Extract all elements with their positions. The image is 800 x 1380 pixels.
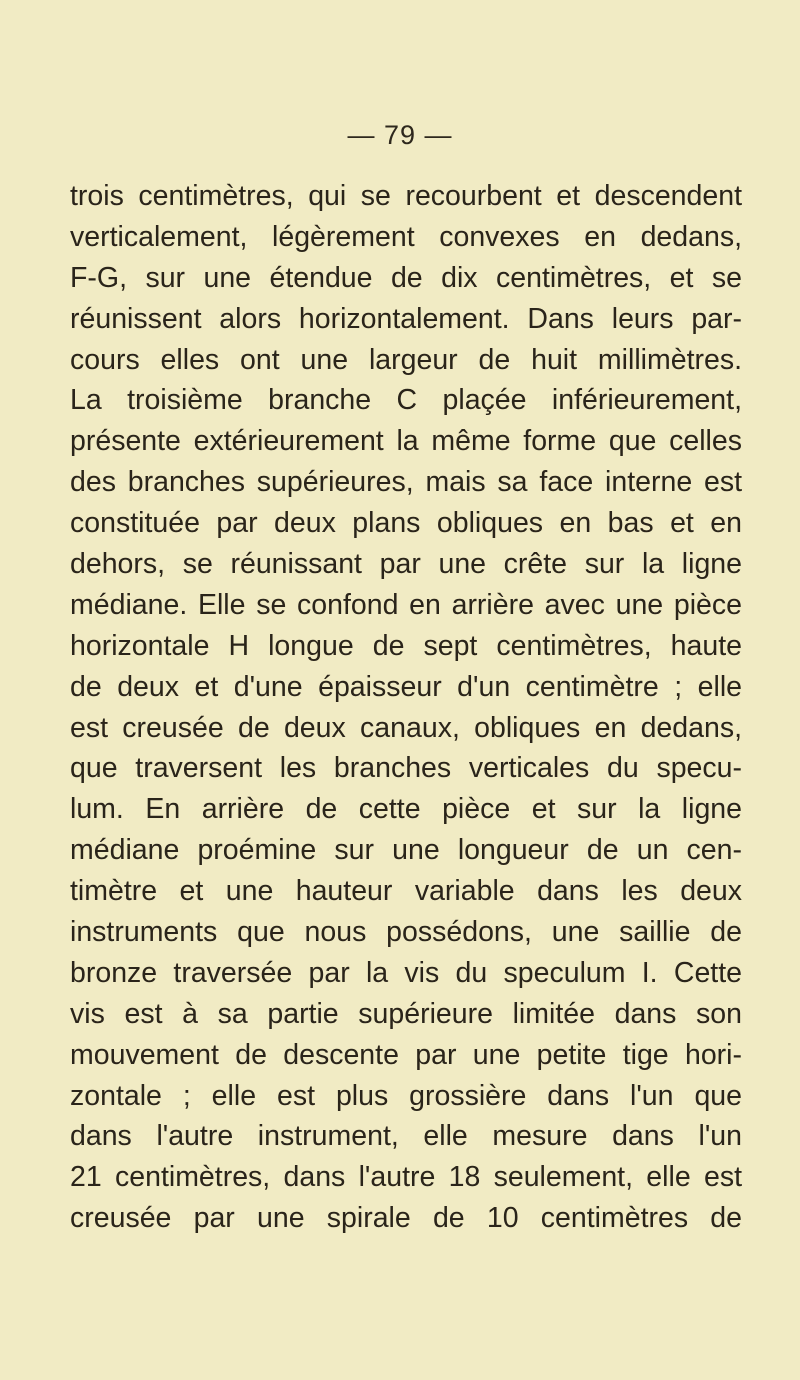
text-line: présente extérieurement la même forme que celles [70,425,742,458]
text-line: vis est à sa partie supérieure limitée dans son [70,997,742,1030]
text-line: 21 centimètres, dans l'autre 18 seulement, elle est [70,1161,742,1194]
page-number: — 79 — [347,120,453,150]
text-line: des branches supérieures, mais sa face interne est [70,466,742,499]
text-line: timètre et une hauteur variable dans les deux [70,875,742,908]
text-line: trois centimètres, qui se recourbent et descendent [70,180,742,212]
text-line: horizontale H longue de sept centimètres, haute [70,629,742,662]
body-text [70,176,742,1239]
text-line: instruments que nous possédons, une saillie de [70,916,742,949]
text-line: réunissent alors horizontalement. Dans leurs par- [70,302,742,335]
text-line: F-G, sur une étendue de dix centimètres, et se [70,261,742,294]
text-line: zontale ; elle est plus grossière dans l'un que [70,1079,742,1112]
text-line: médiane proémine sur une longueur de un cen- [70,834,742,867]
text-line: dehors, se réunissant par une crête sur la ligne [70,548,742,581]
text-line: creusée par une spirale de 10 centimètres de [70,1202,742,1235]
text-line: verticalement, légèrement convexes en dedans, [70,220,742,253]
text-line: cours elles ont une largeur de huit millimètres. [70,343,742,376]
text-line: dans l'autre instrument, elle mesure dans l'un [70,1120,742,1153]
text-line: lum. En arrière de cette pièce et sur la ligne [70,793,742,826]
text-line: mouvement de descente par une petite tige hori- [70,1038,742,1071]
text-line: que traversent les branches verticales du specu- [70,752,742,785]
text-line: bronze traversée par la vis du speculum I. Cette [70,956,742,989]
text-line: est creusée de deux canaux, obliques en dedans, [70,711,742,744]
text-line: constituée par deux plans obliques en bas et en [70,507,742,540]
text-line: de deux et d'une épaisseur d'un centimètre ; elle [70,670,742,703]
text-line: médiane. Elle se confond en arrière avec une pièce [70,588,742,621]
text-line: La troisième branche C plaçée inférieurement, [70,384,742,417]
